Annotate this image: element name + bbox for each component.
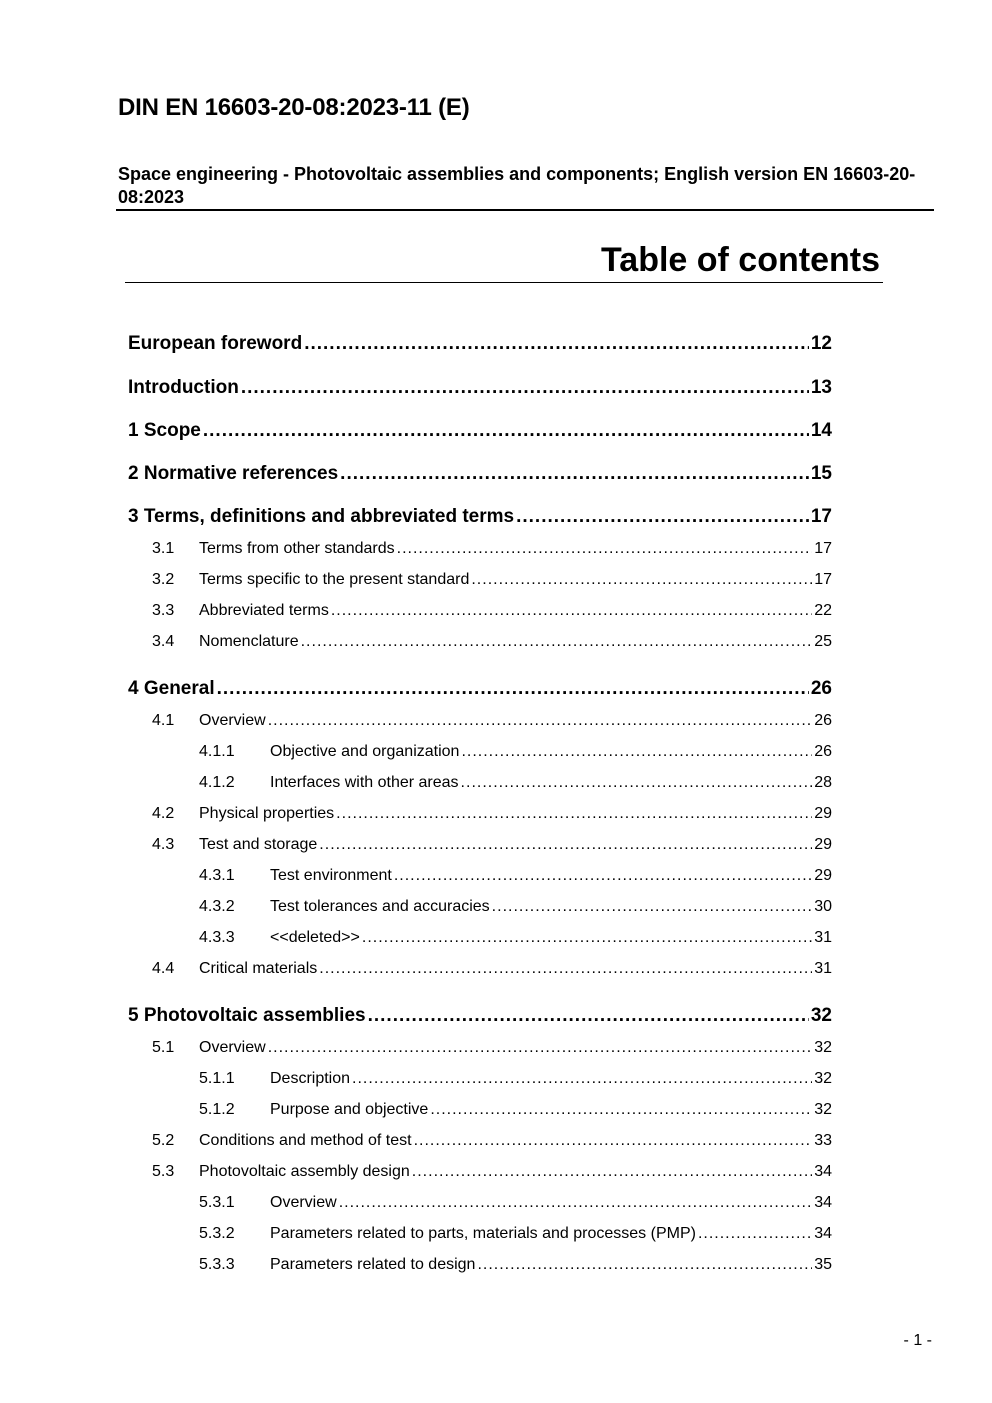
toc-entry-label: Abbreviated terms — [199, 602, 329, 619]
toc-dot-leader — [461, 743, 812, 761]
toc-entry-number: 5.1 — [152, 1039, 175, 1056]
toc-dot-leader — [268, 712, 813, 730]
toc-entry-label: 2 Normative references — [128, 463, 339, 484]
toc-entry-page: 17 — [814, 540, 832, 557]
toc-entry-page: 35 — [814, 1256, 832, 1273]
toc-entry-label: Photovoltaic assembly design — [199, 1163, 410, 1180]
toc-entry-number: 3.4 — [152, 633, 175, 650]
toc-entry-label: Interfaces with other areas — [270, 774, 459, 791]
toc-dot-leader — [492, 898, 813, 916]
toc-entry[interactable] — [128, 1039, 832, 1070]
toc-entry-page: 32 — [814, 1070, 832, 1087]
toc-entry[interactable] — [128, 867, 832, 898]
toc-entry[interactable] — [128, 712, 832, 743]
toc-entry[interactable] — [128, 898, 832, 929]
toc-entry[interactable] — [128, 1132, 832, 1163]
toc-entry-label: Test tolerances and accuracies — [270, 898, 490, 915]
toc-entry-label: Parameters related to design — [270, 1256, 476, 1273]
toc-heading: Table of contents — [601, 241, 880, 279]
toc-dot-leader — [340, 463, 809, 485]
toc-entry-number: 3.2 — [152, 571, 175, 588]
toc-dot-leader — [430, 1101, 812, 1119]
toc-entry-label: Purpose and objective — [270, 1101, 429, 1118]
toc-entry-number: 4.3.2 — [199, 898, 235, 915]
toc-entry-label: 3 Terms, definitions and abbreviated terms — [128, 506, 515, 527]
toc-dot-leader — [412, 1163, 812, 1181]
toc-entry-number: 4.3.1 — [199, 867, 235, 884]
toc-entry-label: Test and storage — [199, 836, 318, 853]
toc-entry[interactable] — [128, 805, 832, 836]
toc-entry-page: 34 — [814, 1225, 832, 1242]
toc-entry-label: European foreword — [128, 333, 303, 354]
toc-entry-page: 22 — [814, 602, 832, 619]
toc-dot-leader — [203, 420, 809, 442]
toc-entry-label: Description — [270, 1070, 351, 1087]
toc-entry[interactable] — [128, 454, 832, 497]
toc-entry-page: 15 — [810, 463, 832, 484]
toc-entry-label: Critical materials — [199, 960, 318, 977]
toc-entry-page: 25 — [814, 633, 832, 650]
toc-entry[interactable] — [128, 571, 832, 602]
toc-entry-page: 26 — [814, 743, 832, 760]
toc-entry-number: 4.4 — [152, 960, 175, 977]
toc-entry-label: Test environment — [270, 867, 392, 884]
toc-dot-leader — [301, 633, 813, 651]
toc-entry-number: 5.3.1 — [199, 1194, 235, 1211]
toc-entry-page: 33 — [814, 1132, 832, 1149]
toc-entry-page: 13 — [810, 377, 832, 398]
toc-entry[interactable] — [128, 774, 832, 805]
toc-dot-leader — [477, 1256, 812, 1274]
toc-entry-page: 32 — [814, 1039, 832, 1056]
toc-entry[interactable] — [128, 960, 832, 991]
toc-entry-number: 5.3 — [152, 1163, 175, 1180]
toc-entry-label: Physical properties — [199, 805, 335, 822]
header-divider — [116, 209, 934, 211]
toc-entry-page: 34 — [814, 1163, 832, 1180]
toc-entry-page: 28 — [814, 774, 832, 791]
toc-entry-number: 5.3.2 — [199, 1225, 235, 1242]
toc-entry-page: 26 — [814, 712, 832, 729]
toc-entry-label: Terms specific to the present standard — [199, 571, 470, 588]
table-of-contents — [128, 325, 832, 1287]
toc-entry[interactable] — [128, 1225, 832, 1256]
toc-entry-number: 3.1 — [152, 540, 175, 557]
toc-entry-number: 4.2 — [152, 805, 175, 822]
toc-entry[interactable] — [128, 836, 832, 867]
toc-entry-label: 5 Photovoltaic assemblies — [128, 1005, 366, 1026]
toc-entry-number: 4.3 — [152, 836, 175, 853]
toc-entry-label: Conditions and method of test — [199, 1132, 412, 1149]
toc-entry-page: 14 — [810, 420, 832, 441]
toc-entry[interactable] — [128, 996, 832, 1039]
toc-entry-page: 31 — [814, 929, 832, 946]
toc-dot-leader — [336, 805, 812, 823]
toc-entry[interactable] — [128, 1070, 832, 1101]
toc-entry-page: 30 — [814, 898, 832, 915]
toc-entry-page: 12 — [810, 333, 832, 354]
toc-dot-leader — [268, 1039, 813, 1057]
toc-entry-page: 34 — [814, 1194, 832, 1211]
toc-entry-label: Nomenclature — [199, 633, 299, 650]
toc-dot-leader — [698, 1225, 812, 1243]
toc-entry[interactable] — [128, 325, 832, 368]
toc-entry-page: 17 — [810, 506, 832, 527]
toc-dot-leader — [394, 867, 812, 885]
toc-dot-leader — [304, 333, 809, 355]
toc-entry-label: Overview — [199, 1039, 266, 1056]
toc-entry-label: Objective and organization — [270, 743, 460, 760]
toc-dot-leader — [516, 506, 809, 528]
document-title: Space engineering - Photovoltaic assemblies and components; English version EN 16603-20-08:2023 — [118, 164, 916, 207]
toc-entry-number: 5.1.2 — [199, 1101, 235, 1118]
toc-entry[interactable] — [128, 743, 832, 774]
toc-entry-number: 5.1.1 — [199, 1070, 235, 1087]
toc-entry-number: 4.1.1 — [199, 743, 235, 760]
toc-entry-page: 17 — [814, 571, 832, 588]
toc-entry[interactable] — [128, 929, 832, 960]
toc-entry-page: 26 — [810, 678, 832, 699]
toc-dot-leader — [241, 377, 809, 399]
toc-entry-label: 4 General — [128, 678, 215, 699]
toc-dot-leader — [414, 1132, 813, 1150]
toc-entry-page: 29 — [814, 867, 832, 884]
toc-dot-leader — [331, 602, 812, 620]
toc-dot-leader — [319, 836, 812, 854]
toc-entry-label: Parameters related to parts, materials and processes (PMP) — [270, 1225, 696, 1242]
toc-entry[interactable] — [128, 602, 832, 633]
toc-entry[interactable] — [128, 669, 832, 712]
toc-entry-page: 31 — [814, 960, 832, 977]
toc-entry-label: Overview — [199, 712, 266, 729]
toc-dot-leader — [339, 1194, 813, 1212]
toc-entry-number: 4.1 — [152, 712, 175, 729]
toc-heading-divider — [125, 282, 883, 283]
toc-entry-label: Introduction — [128, 377, 239, 398]
document-id: DIN EN 16603-20-08:2023-11 (E) — [118, 94, 470, 121]
toc-entry[interactable] — [128, 1101, 832, 1132]
toc-entry-label: <<deleted>> — [270, 929, 360, 946]
toc-entry[interactable] — [128, 1194, 832, 1225]
toc-dot-leader — [461, 774, 813, 792]
toc-entry-number: 5.2 — [152, 1132, 175, 1149]
toc-entry[interactable] — [128, 497, 832, 540]
toc-dot-leader — [362, 929, 812, 947]
toc-entry-page: 32 — [810, 1005, 832, 1026]
toc-dot-leader — [397, 540, 813, 558]
toc-entry[interactable] — [128, 633, 832, 664]
toc-entry-label: 1 Scope — [128, 420, 201, 441]
toc-entry-number: 4.1.2 — [199, 774, 235, 791]
toc-entry-page: 32 — [814, 1101, 832, 1118]
toc-dot-leader — [471, 571, 812, 589]
toc-dot-leader — [319, 960, 812, 978]
toc-entry-number: 3.3 — [152, 602, 175, 619]
toc-entry-number: 4.3.3 — [199, 929, 235, 946]
toc-dot-leader — [368, 1005, 809, 1027]
toc-dot-leader — [352, 1070, 812, 1088]
toc-entry-page: 29 — [814, 805, 832, 822]
toc-entry[interactable] — [128, 368, 832, 411]
toc-dot-leader — [217, 678, 809, 700]
toc-entry[interactable] — [128, 540, 832, 571]
toc-entry-page: 29 — [814, 836, 832, 853]
toc-entry-label: Overview — [270, 1194, 337, 1211]
toc-entry-number: 5.3.3 — [199, 1256, 235, 1273]
toc-entry[interactable] — [128, 1256, 832, 1287]
toc-entry[interactable] — [128, 1163, 832, 1194]
toc-entry[interactable] — [128, 411, 832, 454]
toc-entry-label: Terms from other standards — [199, 540, 395, 557]
page-number: - 1 - — [903, 1332, 932, 1349]
